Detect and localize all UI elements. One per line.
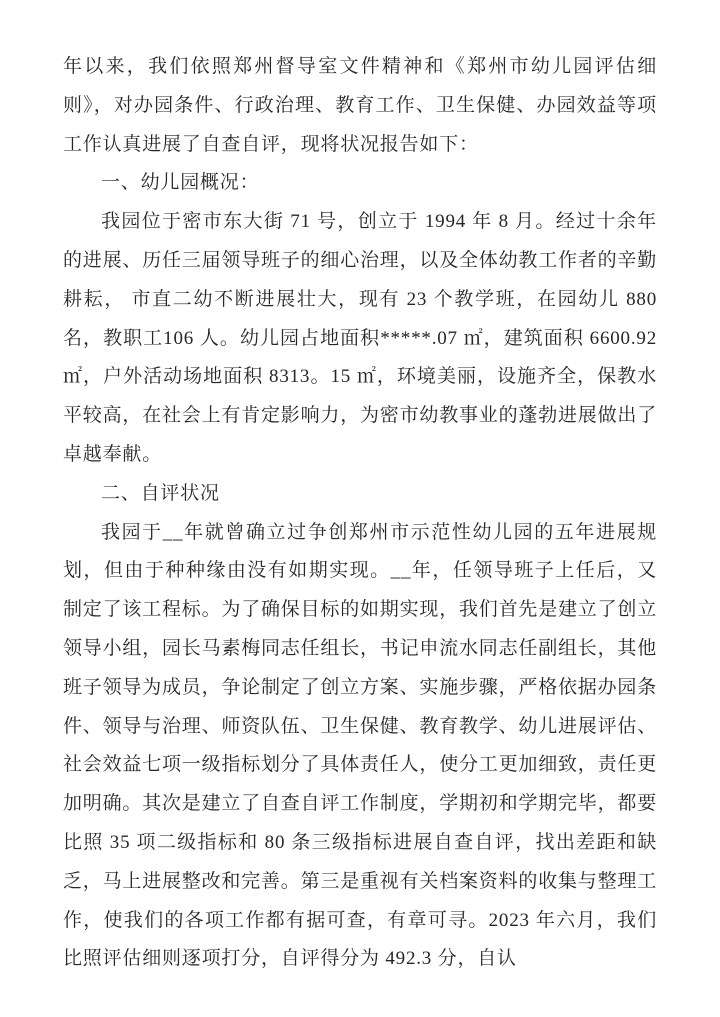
paragraph: 我园位于密市东大街 71 号，创立于 1994 年 8 月。经过十余年的进展、历任三届领导班子的细心治理，以及全体幼教工作者的辛勤耕耘， 市直二幼不断进展壮大，现有 23 个教学班，在园幼儿 880 名，教职工106 人。幼儿园占地面积*****.07 ㎡，建筑面积 6600.92 ㎡，户外活动场地面积 8313。15 ㎡，环境美丽，设施齐全，保教水平较高，在社会上有肯定影响力，为密市幼教事业的蓬勃进展做出了卓越奉献。: [63, 211, 658, 465]
document-body: [63, 48, 657, 979]
section-heading: 一、幼儿园概况：: [101, 172, 260, 194]
paragraph: 年以来，我们依照郑州督导室文件精神和《郑州市幼儿园评估细则》，对办园条件、行政治理、教育工作、卫生保健、办园效益等项工作认真进展了自查自评，现将状况报告如下：: [63, 56, 657, 155]
section-heading: 二、自评状况: [101, 482, 220, 504]
paragraph: 我园于__年就曾确立过争创郑州市示范性幼儿园的五年进展规划，但由于种种缘由没有如期实现。__年，任领导班子上任后，又制定了该工程标。为了确保目标的如期实现，我们首先是建立了创立领导小组，园长马素梅同志任组长，书记申流水同志任副组长，其他班子领导为成员，争论制定了创立方案、实施步骤，严格依据办园条件、领导与治理、师资队伍、卫生保健、教育教学、幼儿进展评估、社会效益七项一级指标划分了具体责任人，使分工更加细致，责任更加明确。其次是建立了自查自评工作制度，学期初和学期完毕，都要比照 35 项二级指标和 80 条三级指标进展自查自评，找出差距和缺乏，马上进展整改和完善。第三是重视有关档案资料的收集与整理工作，使我们的各项工作都有据可查，有章可寻。2023 年六月，我们比照评估细则逐项打分，自评得分为 492.3 分，自认: [63, 521, 658, 970]
